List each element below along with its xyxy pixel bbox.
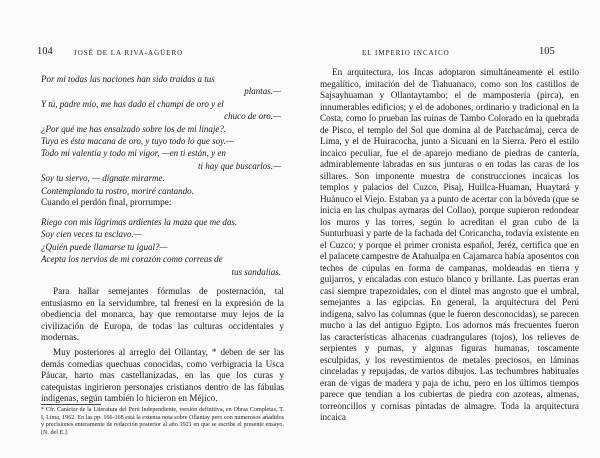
verse-line: ¿Por qué me has ensalzado sobre los de mi linaje?.	[41, 123, 227, 134]
page-number: 104	[37, 46, 53, 57]
verse-line: tus sandalias.	[231, 266, 281, 277]
verse-line: Y tú, padre mío, me has dado el champí de oro y el	[41, 98, 224, 109]
right-page	[300, 0, 600, 458]
verse-line: Todo mi valentía y todo mi vigor, —en ti están, y en	[41, 148, 226, 159]
verse-line: Por mi todas las naciones han sido traídas a tus	[41, 74, 215, 84]
verse-line: plantas.—	[244, 86, 281, 97]
verse-line: Riego con mis lágrimas ardientes la maza que me das.	[41, 217, 238, 227]
page-number: 105	[539, 46, 555, 57]
right-body-text	[320, 67, 579, 424]
verse-block-a	[41, 73, 281, 197]
footnote-rule	[41, 404, 101, 405]
verse-block-b	[41, 216, 281, 278]
footnote: * Cfr. Carácter de la Literatura del Perú Independiente, versión definitiva, en Obras Completas, T. I, Lima, 1962. En las pp. 166-168 está la extensa nota sobre Ollantay pero con numerosos añadidos y precisiones enteramente de redacción posterior al año 1921 en que se escribe el presente ensayo. [N. del E.].	[41, 407, 284, 436]
running-head: EL IMPERIO INCAICO	[362, 49, 450, 57]
running-head: JOSÉ DE LA RIVA-AGÜERO	[74, 49, 184, 57]
verse-line: ti hay que buscarlos.—	[198, 160, 281, 171]
verse-line: Tuya es ésta macana de oro, y tuyo todo lo que soy.—	[41, 136, 234, 147]
verse-line: Soy tu siervo, — dígnate mirarme.	[41, 173, 165, 184]
paragraph: En arquitectura, los Incas adoptaron simultáneamente el estilo megalítico, imitación del de Tiahuanaco, como son los castillos de Sajsayhuaman y Ollantaytambo; el de mampostería (pirca), en innumerables edificios; y el de adobones, ordinario y tradicional en la Costa, como lo prueban las ruinas de Tambo Colorado en la quebrada de Pisco, el templo del Sol que domina al de Patchacámaj, cerca de Lima, y el de Huiracocha, junto a Sicuani en la Sierra. Pero el estilo incaico peculiar, fue el de aparejo mediano de piedras de cantería, admirablemente labradas en sus junturas o en todas las caras de los sillares. Son imponente muestra de construcciones incaicas los templos y palacios del Cuzco, Pisaj, Huillca-Huaman, Huaytará y Huánuco el Viejo. Estaban ya a punto de acertar con la bóveda (que se inicia en las chulpas aymaras del Collao), porque supieron redondear los muros y las torres, según lo acreditan el gran cubo de la Sunturhuasi y parte de la fachada del Coricancha, todavía existente en el Cuzco; y porque el primer cronista español, Jeréz, certifica que en el palacete campestre de Atahualpa en Cajamarca había aposentos con techos de cúpulas en forma de campanas, moldeadas en tierra y guijarros, y encaladas con estuco blanco y brillante. Las puertas eran casi siempre trapezoidales, con el dintel mas angosto que el umbral, semejantes a las egipcias. En general, la arquitectura del Perú indígena, salvo las columnas (que le fueron desconocidas), se parecen mucho a las del antiguo Egipto. Los adornos más frecuentes fueron las características alhacenas cuadrangulares (tojos), los relieves de serpientes y pumas, y algunas figuras humanas, toscamente esculpidas, y los revestimientos de metales preciosos, en láminas cinceladas y repujadas, de varios dibujos. Las techumbres habituales eran de vigas de madera y paja de ichu, pero en los últimos tiempos parece que tendían a los cubiertas de piedra con azoteas, almenas, torreoncillos y cornisas pintadas de almagre. Toda la arquitectura incaica	[320, 67, 579, 422]
verse-line: chuco de oro.—	[224, 111, 281, 122]
verse-line: ¿Quién puede llamarse tu igual?—	[41, 241, 168, 252]
paragraph: Para hallar semejantes fórmulas de posternación, tal entusiasmo en la servidumbre, tal frenesí en la expresión de la obediencia del monarca, hay que remontarse muy lejos de la civilización de Europa, de todas las culturas occidentales y modernas.	[41, 286, 284, 343]
verse-line: Contemplando tu rostro, moriré cantando.	[41, 185, 194, 196]
verse-line: Acepta los nervios de mi corazón como correas de	[41, 254, 223, 265]
verse-intro: Cuando el perdón final, prorrumpe:	[41, 197, 172, 207]
left-body-text	[41, 286, 284, 408]
paragraph: Muy posteriores al arreglo del Ollantay, * deben de ser las demás comedias quechuas conocidas, como verbigracia la Usca Páucar, harto mas castellanizadas, en las que los curas y catequistas ingirieron personajes cristianos dentro de las fábulas indígenas, según también lo hicieron en Méjico.	[41, 346, 284, 404]
verse-line: Soy cien veces tu esclavo.—	[41, 229, 142, 240]
